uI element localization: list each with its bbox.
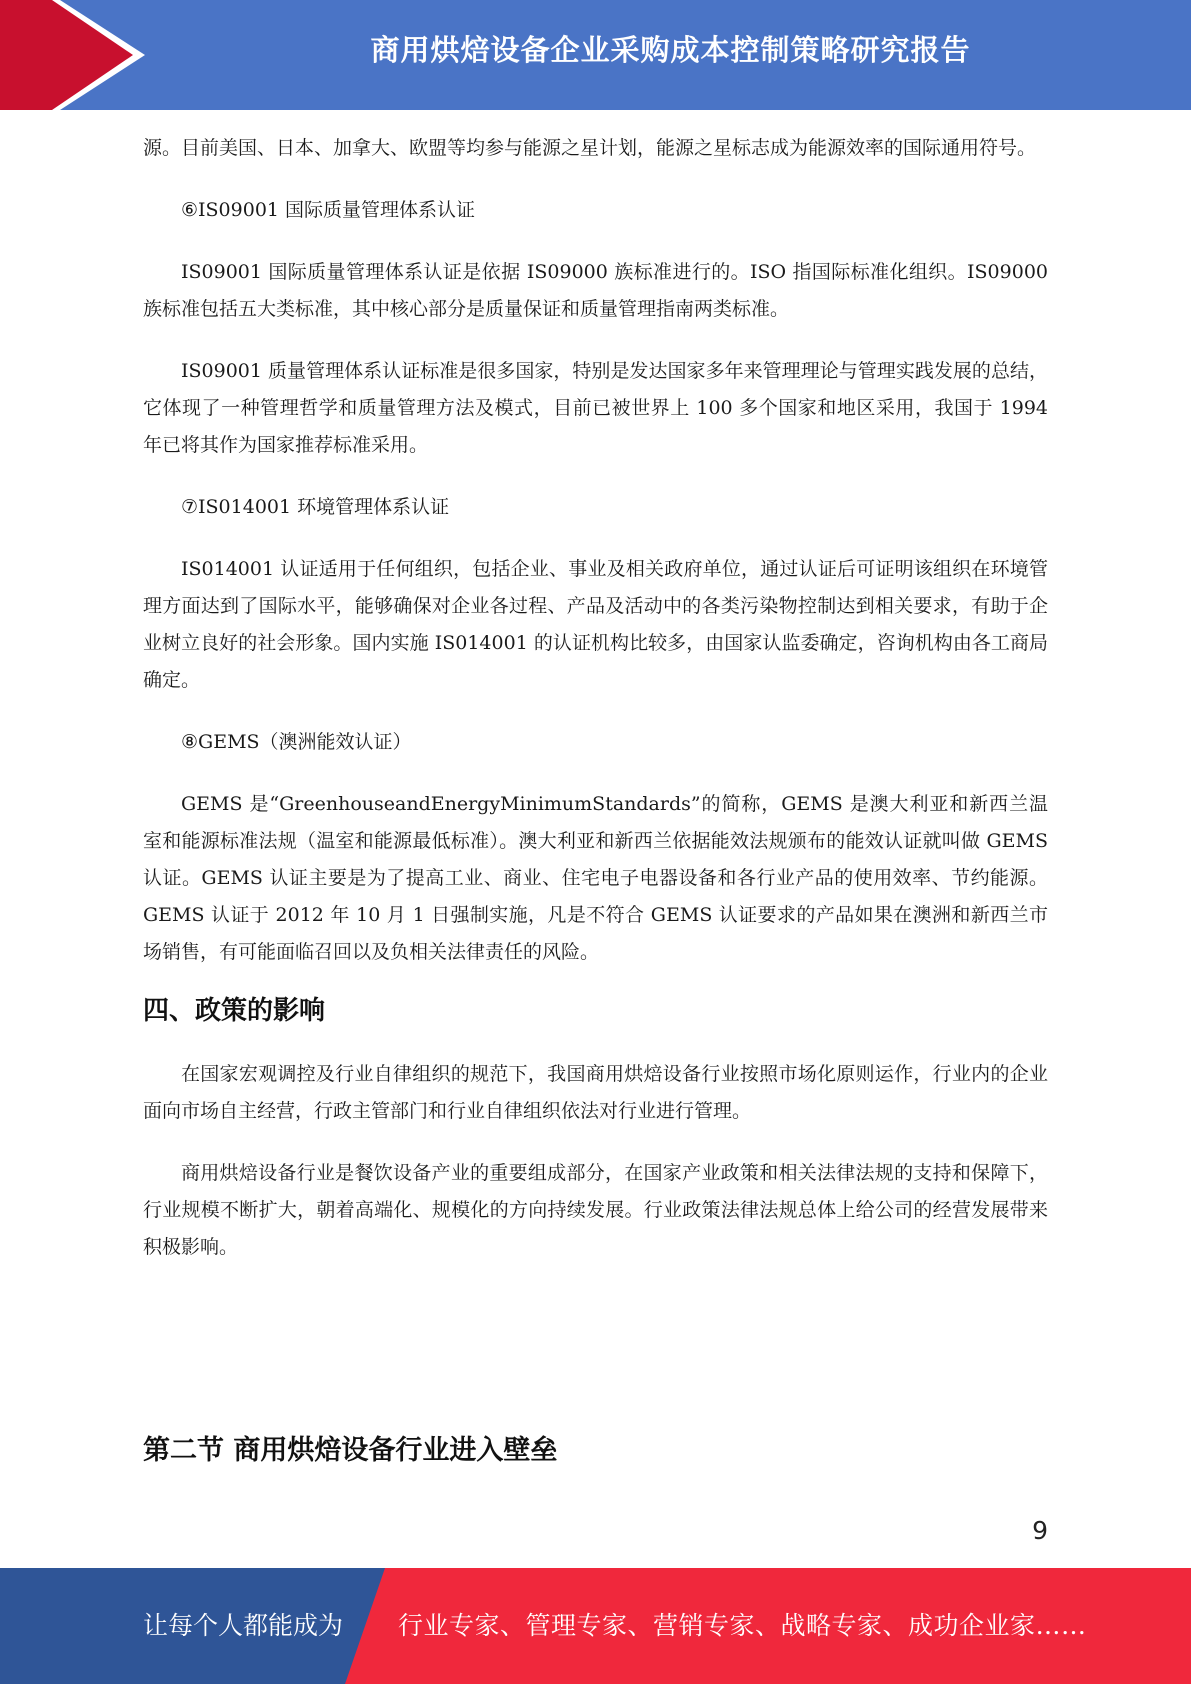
page-footer — [0, 1568, 1191, 1684]
paragraph-iso9001-intro: IS09001 国际质量管理体系认证是依据 IS09000 族标准进行的。ISO 指国际标准化组织。IS09000 族标准包括五大类标准，其中核心部分是质量保证和质量管理指南两类标准。 — [143, 261, 1048, 320]
footer-slogan-left: 让每个人都能成为 — [143, 1611, 344, 1640]
page-content — [143, 130, 1048, 1266]
paragraph-iso14001: IS014001 认证适用于任何组织，包括企业、事业及相关政府单位，通过认证后可证明该组织在环境管理方面达到了国际水平，能够确保对企业各过程、产品及活动中的各类污染物控制达到相关要求，有助于企业树立良好的社会形象。国内实施 IS014001 的认证机构比较多，由国家认监委确定，咨询机构由各工商局确定。 — [143, 558, 1048, 691]
paragraph-iso9001-detail: IS09001 质量管理体系认证标准是很多国家，特别是发达国家多年来管理理论与管理实践发展的总结，它体现了一种管理哲学和质量管理方法及模式，目前已被世界上 100 多个国家和地区采用，我国于 1994 年已将其作为国家推荐标准采用。 — [143, 360, 1048, 456]
page-header — [0, 0, 1191, 110]
section-heading-policy-impact: 四、政策的影响 — [143, 996, 326, 1026]
paragraph-policy-impact-1: 在国家宏观调控及行业自律组织的规范下，我国商用烘焙设备行业按照市场化原则运作，行业内的企业面向市场自主经营，行政主管部门和行业自律组织依法对行业进行管理。 — [143, 1063, 1048, 1122]
page-number: 9 — [1032, 1516, 1048, 1545]
paragraph-energy-star-end: 源。目前美国、日本、加拿大、欧盟等均参与能源之星计划，能源之星标志成为能源效率的国际通用符号。 — [143, 137, 1037, 159]
footer-slogan-right: 行业专家、管理专家、营销专家、战略专家、成功企业家…… — [398, 1611, 1087, 1640]
subheading-iso9001: ⑥IS09001 国际质量管理体系认证 — [181, 199, 476, 221]
subheading-gems: ⑧GEMS（澳洲能效认证） — [181, 731, 412, 753]
report-title: 商用烘焙设备企业采购成本控制策略研究报告 — [370, 33, 971, 67]
paragraph-policy-impact-2: 商用烘焙设备行业是餐饮设备产业的重要组成部分，在国家产业政策和相关法律法规的支持和保障下，行业规模不断扩大，朝着高端化、规模化的方向持续发展。行业政策法律法规总体上给公司的经营发展带来积极影响。 — [143, 1162, 1048, 1258]
subheading-iso14001: ⑦IS014001 环境管理体系认证 — [181, 496, 450, 518]
paragraph-gems: GEMS 是“GreenhouseandEnergyMinimumStandards”的简称，GEMS 是澳大利亚和新西兰温室和能源标准法规（温室和能源最低标准）。澳大利亚和新西兰依据能效法规颁布的能效认证就叫做 GEMS 认证。GEMS 认证主要是为了提高工业、商业、住宅电子电器设备和各行业产品的使用效率、节约能源。GEMS 认证于 2012 年 10 月 1 日强制实施，凡是不符合 GEMS 认证要求的产品如果在澳洲和新西兰市场销售，有可能面临召回以及负相关法律责任的风险。 — [143, 793, 1048, 963]
section-heading-entry-barriers: 第二节 商用烘焙设备行业进入壁垒 — [143, 1435, 558, 1466]
